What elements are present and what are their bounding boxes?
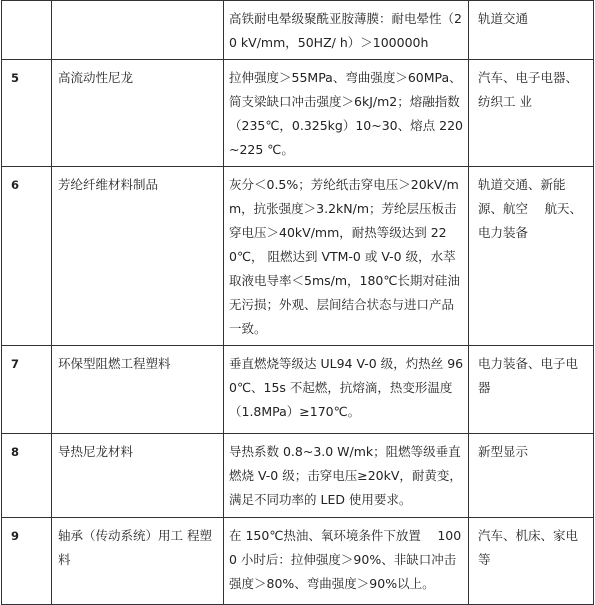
application-field: 新型显示	[469, 434, 594, 518]
product-name: 导热尼龙材料	[52, 434, 224, 518]
row-number	[2, 1, 52, 60]
application-field: 汽车、电子电器、纺织工 业	[469, 60, 594, 167]
application-field: 汽车、机床、家电等	[469, 518, 594, 605]
row-number: 9	[2, 518, 52, 605]
row-number: 8	[2, 434, 52, 518]
application-field: 电力装备、电子电器	[469, 346, 594, 434]
product-name: 芳纶纤维材料制品	[52, 167, 224, 346]
application-field: 轨道交通、新能源、航空 航天、电力装备	[469, 167, 594, 346]
technical-spec: 导热系数 0.8~3.0 W/mk；阻燃等级垂直燃烧 V-0 级；击穿电压≥20kV，耐黄变，满足不同功率的 LED 使用要求。	[224, 434, 469, 518]
row-number: 6	[2, 167, 52, 346]
technical-spec: 在 150℃热油、氧环境条件下放置 1000 小时后：拉伸强度＞90%、非缺口冲击强度＞80%、弯曲强度＞90%以上。	[224, 518, 469, 605]
row-number: 5	[2, 60, 52, 167]
table-row	[2, 1, 594, 60]
table-row	[2, 60, 594, 167]
table-row	[2, 518, 594, 605]
product-name	[52, 1, 224, 60]
table-row	[2, 346, 594, 434]
technical-spec: 拉伸强度＞55MPa、弯曲强度＞60MPa、简支梁缺口冲击强度＞6kJ/m2；熔融指数（235℃，0.325kg）10~30、熔点 220~225 ℃。	[224, 60, 469, 167]
materials-table	[1, 0, 594, 605]
application-field: 轨道交通	[469, 1, 594, 60]
technical-spec: 高铁耐电晕级聚酰亚胺薄膜：耐电晕性（20 kV/mm，50HZ/ h）＞100000h	[224, 1, 469, 60]
row-number: 7	[2, 346, 52, 434]
table-row	[2, 434, 594, 518]
table-row	[2, 167, 594, 346]
product-name: 轴承（传动系统）用工 程塑料	[52, 518, 224, 605]
technical-spec: 垂直燃烧等级达 UL94 V-0 级，灼热丝 960℃、15s 不起燃，抗熔滴，热变形温度（1.8MPa）≥170℃。	[224, 346, 469, 434]
technical-spec: 灰分＜0.5%；芳纶纸击穿电压＞20kV/mm，抗张强度＞3.2kN/m；芳纶层压板击穿电压＞40kV/mm，耐热等级达到 220℃， 阻燃达到 VTM-0 或 V-0 级，水萃取液电导率＜5ms/m，180℃长期对硅油无污损；外观、层间结合状态与进口产品一致。	[224, 167, 469, 346]
product-name: 环保型阻燃工程塑料	[52, 346, 224, 434]
product-name: 高流动性尼龙	[52, 60, 224, 167]
